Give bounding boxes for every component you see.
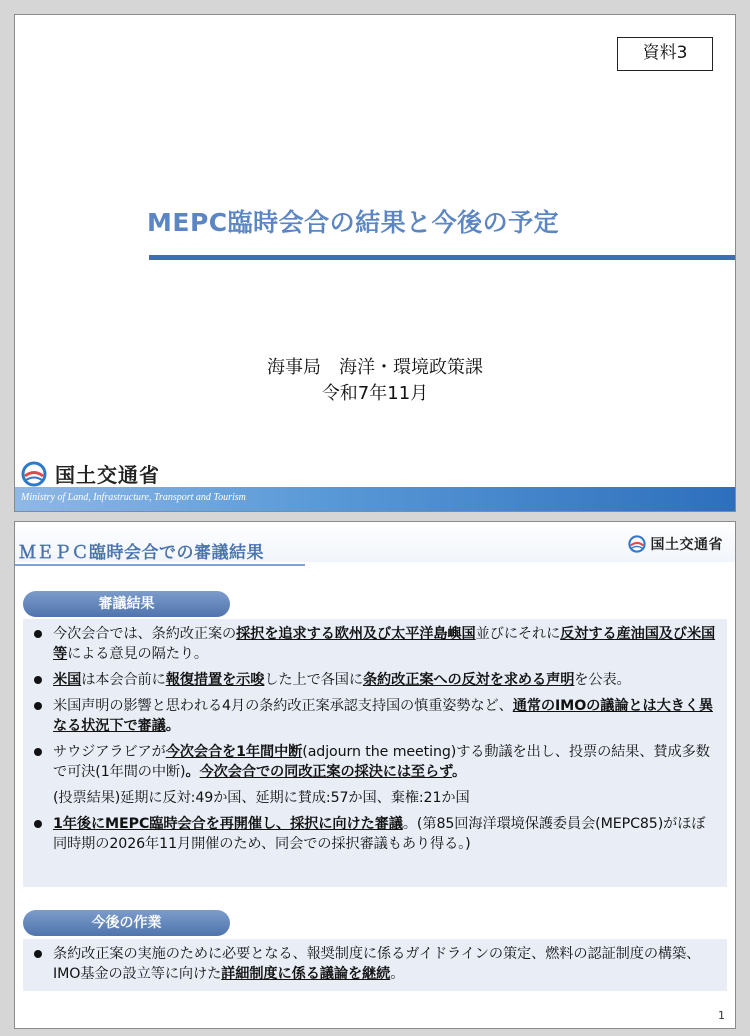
list-item — [31, 742, 719, 782]
item-text: 。 — [185, 764, 200, 780]
item-text: 。 — [452, 764, 467, 780]
item-text: 今次会合では、条約改正案の — [53, 626, 237, 642]
mlit-logo-icon — [628, 535, 646, 553]
results-slide — [14, 521, 736, 1029]
list-item — [31, 624, 719, 664]
item-text: 条約改正案の実施のために必要となる、報奨制度に係るガイドラインの策定、燃料の認証制度の構築、IMO基金の設立等に向けた — [53, 946, 701, 982]
list-item — [31, 814, 719, 854]
section-label-future-work: 今後の作業 — [23, 910, 230, 936]
footer-text: Ministry of Land, Infrastructure, Transport and Tourism — [21, 492, 246, 503]
slide-title: MEPC臨時会合の結果と今後の予定 — [147, 208, 560, 237]
item-emphasis: 報復措置を示唆 — [165, 672, 265, 688]
ministry-logo — [628, 534, 724, 554]
ministry-name: 国土交通省 — [650, 537, 723, 553]
item-text: 。(第85回海洋環境保護委員会(MEPC85)がほぼ同時期の2026年11月開催のため、同会での採択審議もあり得る。) — [53, 816, 706, 852]
ministry-name: 国土交通省 — [55, 463, 160, 487]
item-emphasis: 通常のIMOの議論とは大きく異なる状況下で審議 — [53, 698, 713, 734]
title-underline — [149, 255, 735, 260]
ministry-logo — [21, 459, 160, 488]
item-emphasis: 反対する産油国及び米国等 — [53, 626, 716, 662]
item-emphasis: 米国 — [53, 672, 82, 688]
item-text: による意見の隔たり。 — [67, 646, 208, 662]
item-emphasis: 詳細制度に係る議論を継続 — [221, 966, 391, 982]
item-text: 並びにそれに — [475, 626, 561, 642]
item-emphasis: 条約改正案への反対を求める声明 — [362, 672, 575, 688]
date-text: 令和7年11月 — [321, 383, 429, 404]
section-label-deliberation: 審議結果 — [23, 591, 230, 617]
item-emphasis: 1年後にMEPC臨時会合を再開催し、採択に向けた審議 — [53, 816, 403, 832]
document-badge: 資料3 — [617, 37, 713, 71]
item-text: 。 — [165, 718, 180, 734]
item-text: (投票結果)延期に反対:49か国、延期に賛成:57か国、棄権:21か国 — [53, 790, 470, 806]
item-emphasis: 今次会合を1年間中断 — [165, 744, 303, 760]
item-text: した上で各国に — [264, 672, 363, 688]
future-work-panel — [23, 939, 727, 991]
item-text: 。 — [390, 966, 405, 982]
item-text: を公表。 — [574, 672, 631, 688]
list-item — [31, 944, 719, 984]
item-text: (adjourn the meeting)する動議を出し、投票の結果、賛成多数で可決(1年間の中断) — [53, 744, 710, 780]
deliberation-panel — [23, 619, 727, 887]
mlit-logo-icon — [21, 461, 47, 487]
item-emphasis: 採択を追求する欧州及び太平洋島嶼国 — [236, 626, 476, 642]
list-item — [31, 696, 719, 736]
footer-band — [15, 487, 735, 511]
department-info — [15, 355, 735, 407]
title-underline — [15, 564, 305, 566]
item-text: サウジアラビアが — [53, 744, 166, 760]
department-name: 海事局 海洋・環境政策課 — [267, 357, 483, 378]
slide-title: ＭＥＰＣ臨時会合での審議結果 — [19, 543, 264, 563]
item-text: 米国声明の影響と思われる4月の条約改正案承認支持国の慎重姿勢など、 — [53, 698, 513, 714]
item-emphasis: 今次会合での同改正案の採決には至らず — [199, 764, 453, 780]
vote-result — [31, 788, 719, 808]
title-slide — [14, 14, 736, 512]
list-item — [31, 670, 719, 690]
item-text: は本会合前に — [81, 672, 166, 688]
page-number: 1 — [718, 1009, 725, 1022]
